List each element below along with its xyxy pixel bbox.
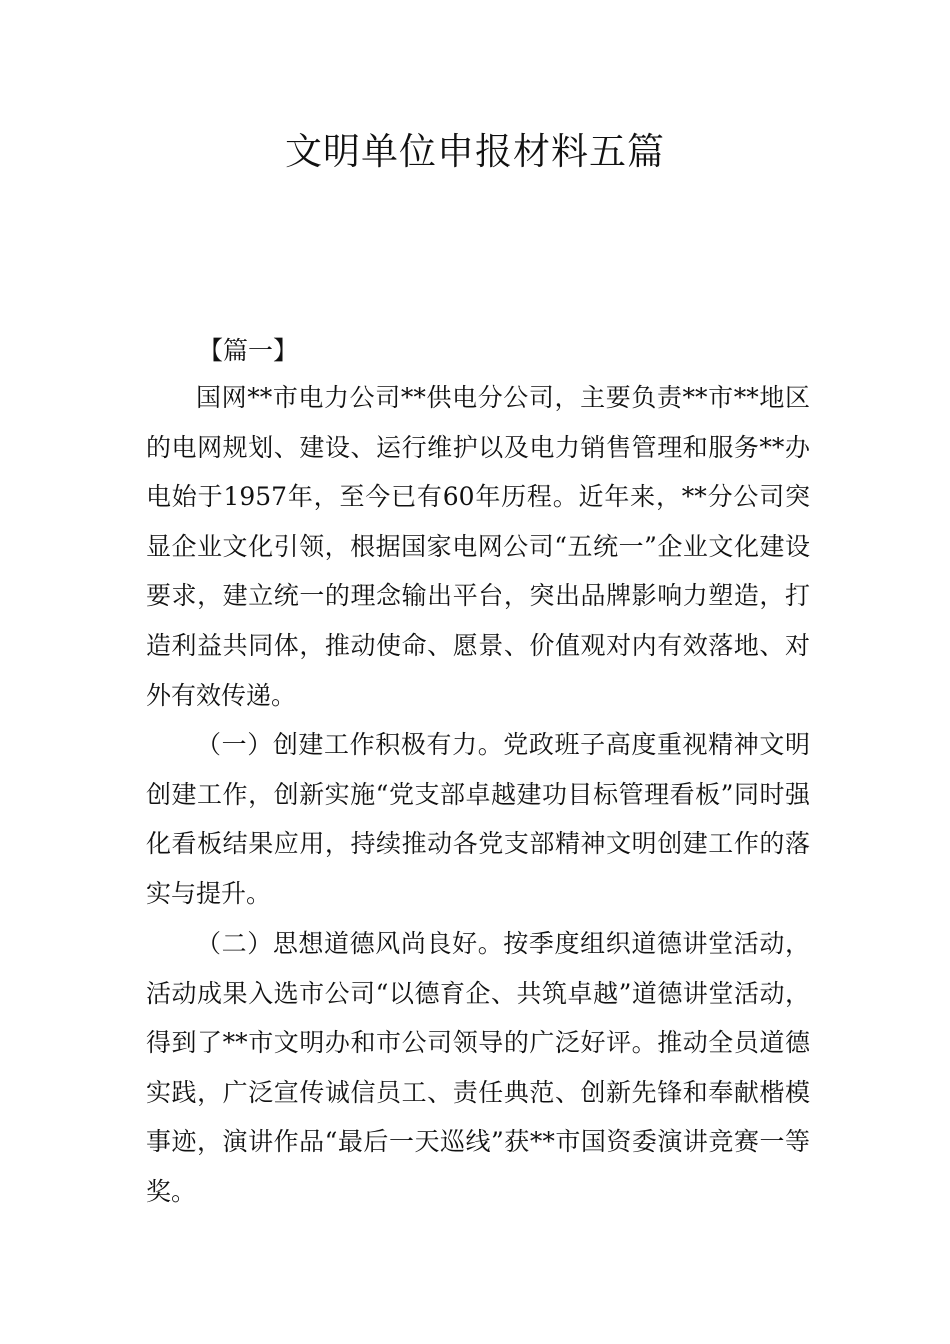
body-paragraph: （二）思想道德风尚良好。按季度组织道德讲堂活动，活动成果入选市公司“以德育企、共筑卓越”道德讲堂活动，得到了**市文明办和市公司领导的广泛好评。推动全员道德实践，广泛宣传诚信员工、责任典范、创新先锋和奉献楷模事迹，演讲作品“最后一天巡线”获**市国资委演讲竞赛一等奖。 — [146, 929, 810, 1206]
body-paragraph: 国网**市电力公司**供电分公司，主要负责**市**地区的电网规划、建设、运行维护以及电力销售管理和服务**办电始于1957年，至今已有60年历程。近年来，**分公司突显企业文化引领，根据国家电网公司“五统一”企业文化建设要求，建立统一的理念输出平台，突出品牌影响力塑造，打造利益共同体，推动使命、愿景、价值观对内有效落地、对外有效传递。 — [146, 383, 810, 710]
section-heading: 【篇一】 — [198, 336, 299, 365]
body-paragraph: （一）创建工作积极有力。党政班子高度重视精神文明创建工作，创新实施“党支部卓越建功目标管理看板”同时强化看板结果应用，持续推动各党支部精神文明创建工作的落实与提升。 — [146, 730, 810, 908]
document-title: 文明单位申报材料五篇 — [285, 130, 665, 173]
